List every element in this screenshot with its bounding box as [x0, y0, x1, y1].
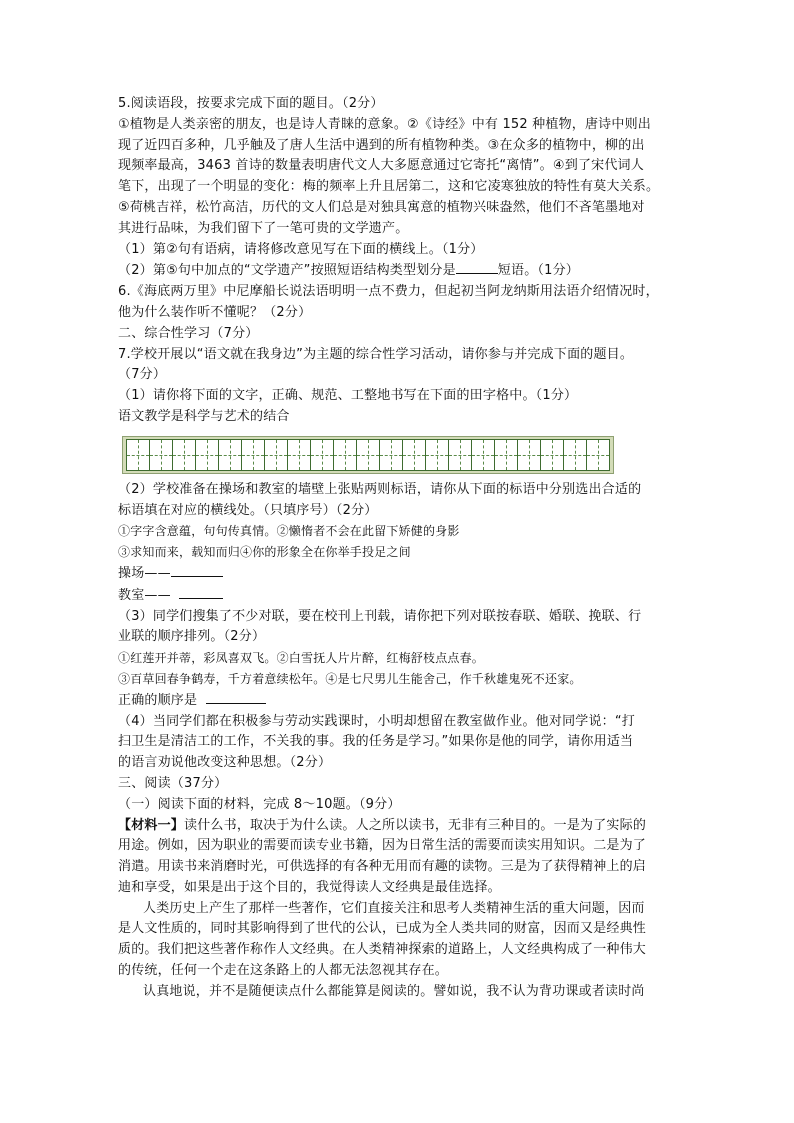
material-1-para2-line: 质的。我们把这些著作称作人文经典。在人类精神探索的道路上，人文经典构成了一种伟大 — [118, 942, 647, 958]
material-1-line: 用途。例如，因为职业的需要而读专业书籍，因为日常生活的需要而读实用知识。二是为了 — [118, 838, 647, 854]
tianzige-cell[interactable] — [472, 440, 495, 470]
tianzige-cell[interactable] — [541, 440, 564, 470]
couplet-line: ③百草回春争鹤寿，千方着意续松年。④是七尺男儿生能舍己，作千秋雄鬼死不还家。 — [118, 671, 582, 686]
q7-sub4-line: 扫卫生是清洁工的工作，不关我的事。我的任务是学习。”如果你是他的同学，请你用适当 — [118, 734, 634, 750]
tianzige-cell[interactable] — [357, 440, 380, 470]
material-1-first-line — [118, 816, 688, 837]
tianzige-grid — [126, 439, 610, 471]
material-1-para3-line: 认真地说，并不是随便读点什么都能算是阅读的。譬如说，我不认为背功课或者读时尚 — [143, 983, 645, 999]
playground-label: 操场—— — [118, 565, 171, 581]
tianzige-cell[interactable] — [334, 440, 357, 470]
tianzige-cell[interactable] — [173, 440, 196, 470]
tianzige-cell[interactable] — [242, 440, 265, 470]
q7-sub2-line: 标语填在对应的横线处。（只填序号）（2分） — [118, 502, 378, 518]
q5-passage-line: ①植物是人类亲密的朋友，也是诗人青睐的意象。②《诗经》中有 152 种植物，唐诗中则出 — [118, 116, 651, 132]
q5-sub2 — [118, 260, 688, 282]
tianzige-cell[interactable] — [587, 440, 609, 470]
answer-blank[interactable] — [206, 690, 266, 704]
q5-title: 5.阅读语段，按要求完成下面的题目。（2分） — [118, 96, 384, 111]
q7-sub3-line: 业联的顺序排列。（2分） — [118, 629, 266, 645]
playground-answer — [118, 563, 688, 585]
tianzige-cell[interactable] — [495, 440, 518, 470]
classroom-label: 教室—— — [118, 587, 171, 603]
tianzige-cell[interactable] — [265, 440, 288, 470]
tianzige-cell[interactable] — [518, 440, 541, 470]
section-2-heading: 二、综合性学习（7分） — [118, 325, 259, 341]
tianzige-cell[interactable] — [150, 440, 173, 470]
q5-sub2-text-b: 短语。（1分） — [497, 263, 579, 279]
q5-passage-line: ⑤荷桃吉祥，松竹高洁，历代的文人们总是对独具寓意的植物兴味盎然，他们不吝笔墨地对 — [118, 199, 645, 215]
tianzige-cell[interactable] — [219, 440, 242, 470]
q5-passage-line: 笔下，出现了一个明显的变化：梅的频率上升且居第二，这和它凌寒独放的特性有莫大关系。 — [118, 179, 660, 195]
tianzige-cell[interactable] — [311, 440, 334, 470]
q7-sub4-line: （4）当同学们都在积极参与劳动实践课时，小明却想留在教室做作业。他对同学说：“打 — [118, 713, 636, 729]
q7-intro-line: （7分） — [118, 367, 167, 383]
tianzige-cell[interactable] — [449, 440, 472, 470]
answer-blank[interactable] — [456, 260, 498, 274]
q7-sub3-line: （3）同学们搜集了不少对联，要在校刊上刊载，请你把下列对联按春联、婚联、挽联、行 — [118, 608, 642, 624]
q5-passage-line: 其进行品味，为我们留下了一笔可贵的文学遗产。 — [118, 220, 409, 236]
q6-line: 他为什么装作听不懂呢？（2分） — [118, 304, 312, 320]
tianzige-cell[interactable] — [403, 440, 426, 470]
answer-blank[interactable] — [179, 585, 223, 599]
reading-1-title: （一）阅读下面的材料，完成 8～10题。（9分） — [118, 796, 401, 812]
couplet-line: ①红莲开并蒂，彩凤喜双飞。②白雪抚人片片醉，红梅舒枝点点春。 — [118, 651, 485, 666]
tianzige-cell[interactable] — [196, 440, 219, 470]
q7-sub1: （1）请你将下面的文字，正确、规范、工整地书写在下面的田字格中。（1分） — [118, 388, 578, 404]
q5-sub1: （1）第②句有语病，请将修改意见写在下面的横线上。（1分） — [118, 241, 484, 257]
order-label: 正确的顺序是 — [118, 692, 198, 708]
classroom-answer — [118, 585, 688, 607]
q7-intro-line: 7.学校开展以“语文就在我身边”为主题的综合性学习活动，请你参与并完成下面的题目。 — [118, 346, 634, 362]
tianzige-cell[interactable] — [127, 440, 150, 470]
q5-passage-line: 现了近四百多种，几乎触及了唐人生活中遇到的所有植物种类。③在众多的植物中，柳的出 — [118, 137, 645, 153]
tianzige-cell[interactable] — [426, 440, 449, 470]
section-3-heading: 三、阅读（37分） — [118, 775, 228, 791]
tianzige-cell[interactable] — [380, 440, 403, 470]
q5-passage-line: 现频率最高，3463 首诗的数量表明唐代文人大多愿意通过它寄托“离情”。④到了宋代词人 — [118, 158, 644, 174]
exam-page — [118, 94, 688, 1003]
material-1-label: 【材料一】 — [118, 817, 185, 833]
material-1-para2-line: 的传统，任何一个走在这条路上的人都无法忽视其存在。 — [118, 963, 449, 979]
tianzige-cell[interactable] — [564, 440, 587, 470]
slogan-line: ①字字含意蕴，句句传真情。②懒惰者不会在此留下矫健的身影 — [118, 524, 460, 539]
q5-sub2-text-a: （2）第⑤句中加点的“文学遗产”按照短语结构类型划分是 — [118, 263, 456, 279]
answer-blank[interactable] — [171, 563, 223, 577]
order-answer — [118, 690, 688, 712]
tianzige-cell[interactable] — [288, 440, 311, 470]
q7-sub2-line: （2）学校准备在操场和教室的墙壁上张贴两则标语，请你从下面的标语中分别选出合适的 — [118, 481, 642, 497]
q7-sub4-line: 的语言劝说他改变这种思想。（2分） — [118, 755, 332, 771]
tianzige-grid-frame — [122, 436, 614, 474]
slogan-line: ③求知而来，载知而归④你的形象全在你举手投足之间 — [118, 545, 411, 560]
material-1-line: 迪和享受，如果是出于这个目的，我觉得读人文经典是最佳选择。 — [118, 879, 501, 895]
material-1-line: 消遣。用读书来消磨时光，可供选择的有各种无用而有趣的读物。三是为了获得精神上的启 — [118, 859, 647, 875]
q6-line: 6.《海底两万里》中尼摩船长说法语明明一点不费力，但起初当阿龙纳斯用法语介绍情况时， — [118, 284, 659, 300]
material-1-para2-line: 是人文性质的，同时其影响得到了世代的公认，已成为全人类共同的财富，因而又是经典性 — [118, 921, 647, 937]
material-1-first-text: 读什么书，取决于为什么读。人之所以读书，无非有三种目的。一是为了实际的 — [184, 817, 647, 833]
material-1-para2-line: 人类历史上产生了那样一些著作，它们直接关注和思考人类精神生活的重大问题，因而 — [143, 900, 645, 916]
q7-sub1-text: 语文教学是科学与艺术的结合 — [118, 408, 290, 424]
